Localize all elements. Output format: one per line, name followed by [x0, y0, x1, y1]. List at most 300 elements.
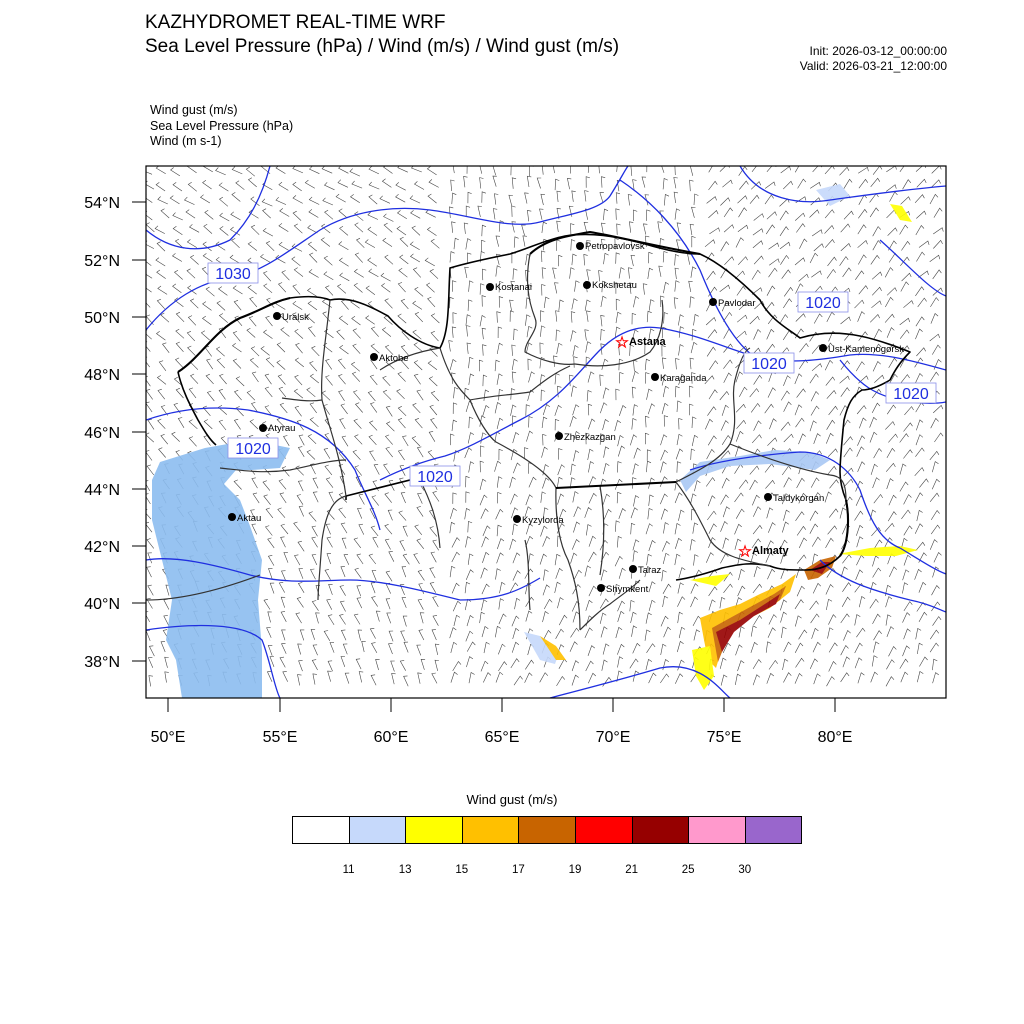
wind-barb [247, 328, 255, 337]
wind-barb [915, 374, 923, 384]
wind-barb [735, 493, 744, 502]
wind-barb [404, 676, 409, 686]
wind-barb [599, 162, 603, 173]
wind-barb [738, 586, 746, 596]
wind-barb [825, 240, 834, 248]
wind-barb [339, 391, 345, 401]
wind-barb [311, 569, 316, 579]
wind-barb [161, 642, 165, 652]
wind-barb [752, 163, 761, 172]
wind-barb [207, 359, 213, 369]
wind-barb [584, 254, 588, 265]
wind-barb [679, 627, 685, 638]
wind-barb [356, 403, 363, 413]
wind-barb [631, 523, 635, 534]
wind-barb [480, 316, 486, 327]
wind-barb [175, 270, 183, 279]
wind-barb [149, 646, 154, 656]
wind-barb [220, 197, 228, 206]
wind-barb [269, 569, 273, 579]
init-time: Init: 2026-03-12_00:00:00 [809, 44, 947, 58]
wind-barb [529, 417, 533, 428]
wind-barb [813, 642, 821, 652]
wind-barb [454, 615, 460, 626]
wind-barb [904, 602, 912, 611]
isobar-label: 1030 [215, 266, 251, 283]
wind-barb [326, 286, 334, 296]
wind-barb [855, 271, 864, 280]
wind-barb [339, 242, 349, 250]
wind-barb [873, 478, 880, 488]
wind-barb [690, 297, 695, 308]
wind-barb [694, 481, 700, 492]
wind-barb [384, 223, 392, 232]
wind-barb [690, 224, 694, 235]
wind-barb [870, 417, 877, 427]
wind-barb [555, 283, 559, 294]
wind-barb [495, 403, 501, 414]
wind-barb [901, 241, 910, 250]
wind-barb [754, 567, 760, 578]
wind-barb [480, 479, 486, 490]
wind-barb [739, 387, 747, 397]
wind-barb [428, 361, 437, 370]
wind-barb [632, 313, 636, 324]
wind-barb [414, 554, 420, 564]
wind-barb [161, 434, 168, 444]
wind-barb [812, 537, 820, 546]
wind-barb [540, 673, 548, 683]
wind-barb [900, 434, 909, 443]
wind-barb [403, 436, 409, 446]
wind-barb [844, 211, 853, 219]
wind-barb [385, 539, 390, 549]
wind-barb [450, 522, 455, 533]
wind-barb [484, 642, 490, 653]
wind-barb [588, 646, 595, 656]
wind-barb [219, 183, 228, 191]
wind-barb [780, 227, 789, 236]
wind-barb [513, 416, 517, 427]
wind-barb [601, 315, 605, 326]
wind-barb [691, 449, 695, 460]
wind-barb [294, 522, 301, 532]
city-marker [709, 298, 717, 306]
wind-barb [465, 599, 471, 610]
wind-barb [873, 642, 879, 653]
colorbar-label: 25 [681, 864, 695, 876]
wind-barb [934, 553, 942, 563]
wind-barb [722, 478, 729, 488]
wind-barb [781, 422, 790, 430]
wind-barb [464, 223, 468, 234]
wind-barb [540, 311, 544, 322]
wind-barb [295, 406, 302, 416]
wind-barb [616, 209, 620, 220]
wind-barb [453, 493, 457, 504]
wind-barb [513, 524, 518, 535]
wind-barb [149, 676, 153, 687]
wind-barb [541, 251, 545, 262]
wind-barb [810, 210, 820, 218]
wind-barb [633, 210, 637, 221]
wind-barb [556, 568, 563, 578]
wind-barb [430, 269, 438, 278]
wind-barb [499, 449, 503, 460]
wind-barb [603, 494, 610, 505]
wind-barb [344, 554, 349, 564]
lon-label: 65°E [484, 729, 520, 746]
wind-barb [573, 612, 580, 623]
wind-barb [203, 164, 213, 172]
wind-barb [528, 554, 533, 565]
wind-barb [826, 433, 833, 443]
wind-barb [557, 677, 565, 686]
wind-barb [311, 629, 315, 639]
wind-barb [219, 287, 228, 296]
wind-barb [724, 257, 734, 265]
wind-barb [841, 673, 850, 682]
wind-barb [308, 434, 316, 443]
wind-barb [691, 597, 698, 607]
wind-barb [781, 166, 791, 173]
wind-barb [858, 673, 865, 684]
wind-barb [707, 511, 716, 520]
city-label: Kokshetau [592, 280, 637, 291]
wind-barb [370, 451, 376, 461]
wind-barb [452, 281, 456, 292]
wind-barb [842, 583, 851, 592]
wind-barb [916, 403, 924, 412]
wind-barb [555, 374, 560, 385]
wind-barb [559, 615, 567, 625]
wind-barb [559, 659, 567, 669]
wind-barb [887, 328, 894, 338]
wind-barb [466, 492, 470, 503]
wind-barb [430, 568, 435, 578]
wind-barb [369, 182, 379, 189]
wind-barb [723, 538, 729, 549]
wind-barb [676, 449, 683, 459]
wind-barb [618, 446, 625, 457]
wind-barb [479, 163, 483, 174]
wind-barb [797, 389, 806, 398]
wind-barb [588, 673, 596, 683]
wind-barb [266, 508, 273, 518]
wind-barb [537, 178, 541, 189]
wind-barb [873, 166, 882, 175]
wind-barb [648, 404, 655, 414]
wind-barb [856, 525, 863, 535]
wind-barb [871, 255, 880, 264]
wind-barb [165, 657, 169, 668]
wind-barb [279, 479, 286, 489]
wind-barb [298, 481, 303, 491]
wind-barb [329, 584, 333, 595]
wind-barb [468, 554, 473, 565]
wind-barb [752, 270, 760, 279]
wind-barb [856, 362, 864, 371]
wind-barb [858, 312, 865, 322]
wind-barb [782, 466, 791, 475]
wind-barb [619, 268, 624, 279]
wind-barb [931, 525, 940, 534]
wind-barb [705, 419, 712, 429]
wind-barb [916, 211, 926, 218]
wind-barb [417, 390, 423, 400]
wind-barb [675, 386, 679, 397]
wind-barb [888, 228, 898, 236]
wind-barb [783, 510, 789, 521]
wind-barb [397, 389, 405, 399]
wind-barb [161, 209, 169, 218]
wind-barb [328, 661, 333, 671]
wind-barb [189, 437, 196, 447]
wind-barb [296, 613, 302, 623]
wind-barb [915, 468, 924, 476]
wind-barb [736, 404, 745, 412]
wind-barb [325, 569, 331, 579]
wind-barb [707, 449, 715, 459]
wind-barb [585, 628, 593, 638]
wind-barb [708, 211, 718, 218]
wind-barb [376, 611, 380, 622]
wind-barb [750, 466, 759, 474]
wind-barb [468, 300, 472, 311]
wind-barb [278, 375, 285, 385]
wind-barb [901, 510, 910, 519]
wind-barb [649, 300, 654, 311]
wind-barb [203, 316, 212, 325]
isobar-label: 1020 [751, 356, 787, 373]
wind-barb [724, 584, 733, 593]
wind-barb [231, 212, 241, 220]
wind-barb [412, 226, 420, 235]
wind-barb [900, 318, 910, 325]
lon-label: 80°E [817, 729, 853, 746]
wind-barb [889, 495, 897, 505]
wind-barb [602, 359, 608, 370]
wind-barb [633, 360, 637, 371]
wind-barb [664, 416, 668, 427]
wind-barb [679, 419, 683, 430]
wind-barb [739, 480, 748, 489]
wind-barb [723, 507, 730, 517]
wind-barb [663, 251, 667, 262]
wind-barb [432, 630, 436, 640]
wind-barb [431, 391, 439, 401]
wind-barb [512, 178, 516, 189]
wind-barb [312, 537, 318, 547]
wind-barb [736, 645, 743, 655]
wind-barb [433, 491, 439, 501]
wind-barb [783, 299, 792, 308]
wind-barb [874, 449, 882, 459]
wind-barb [601, 223, 605, 234]
wind-barb [496, 672, 503, 682]
wind-barb [261, 346, 270, 355]
wind-barb [571, 240, 575, 251]
wind-barb [660, 494, 667, 504]
wind-barb [541, 390, 545, 401]
wind-barb [280, 657, 285, 667]
wind-barb [143, 257, 152, 266]
wind-barb [266, 526, 273, 536]
wind-barb [930, 493, 939, 502]
wind-barb [904, 629, 911, 639]
wind-barb [418, 493, 423, 503]
wind-barb [382, 283, 391, 292]
wind-barb [322, 166, 332, 173]
wind-barb [916, 420, 923, 430]
wind-barb [886, 677, 894, 687]
wind-barb [482, 269, 486, 280]
wind-barb [339, 258, 348, 266]
wind-barb [932, 345, 940, 355]
wind-barb [584, 222, 588, 233]
wind-barb [932, 586, 940, 596]
wind-barb [355, 435, 363, 445]
wind-barb [870, 315, 880, 323]
colorbar-swatch [575, 816, 633, 844]
wind-barb [873, 614, 881, 624]
field-wind: Wind (m s-1) [150, 134, 222, 148]
wind-barb [466, 631, 473, 641]
wind-barb [514, 329, 518, 340]
wind-barb [382, 179, 391, 188]
wind-barb [674, 192, 678, 203]
city-label: Pavlodar [718, 298, 756, 309]
wind-barb [372, 596, 378, 606]
wind-barb [814, 244, 824, 251]
wind-barb [542, 447, 548, 458]
wind-barb [430, 582, 436, 592]
wind-barb [871, 301, 881, 308]
wind-barb [723, 360, 732, 369]
wind-barb [220, 213, 230, 221]
wind-barb [693, 523, 698, 534]
wind-barb [570, 416, 577, 426]
wind-barb [543, 537, 550, 547]
wind-barb [765, 480, 774, 488]
wind-barb [830, 480, 839, 489]
wind-barb [709, 181, 718, 190]
wind-barb [188, 182, 197, 191]
wind-barb [555, 554, 560, 565]
wind-barb [753, 584, 762, 593]
wind-barb [663, 523, 668, 534]
wind-barb [900, 330, 909, 339]
wind-barb [513, 553, 520, 563]
wind-barb [188, 316, 196, 326]
city-marker [513, 515, 521, 523]
wind-barb [372, 643, 377, 653]
wind-barb [373, 537, 378, 547]
wind-barb [232, 238, 240, 247]
wind-barb [500, 582, 506, 593]
wind-barb [797, 586, 805, 596]
wind-barb [873, 568, 881, 577]
wind-barb [267, 627, 272, 637]
wind-barb [720, 658, 726, 669]
wind-barb [628, 268, 632, 279]
wind-barb [542, 285, 546, 296]
wind-barb [415, 287, 423, 296]
wind-barb [810, 511, 818, 521]
wind-barb [453, 162, 457, 173]
wind-barb [572, 299, 578, 310]
wind-barb [203, 180, 212, 189]
wind-barb [722, 436, 730, 445]
wind-barb [353, 344, 360, 354]
wind-barb [293, 285, 300, 295]
colorbar-label: 15 [455, 864, 469, 876]
wind-barb [357, 586, 361, 597]
wind-barb [784, 402, 792, 412]
wind-barb [754, 375, 762, 384]
wind-barb [341, 523, 347, 533]
wind-barb [251, 225, 259, 235]
wind-barb [558, 255, 562, 266]
wind-barb [541, 194, 545, 205]
wind-barb [308, 225, 318, 233]
wind-barb [828, 257, 837, 266]
wind-barb [354, 283, 362, 292]
wind-barb [429, 179, 439, 187]
wind-barb [751, 404, 760, 413]
wind-barb [282, 643, 287, 653]
wind-barb [452, 193, 457, 204]
wind-barb [482, 627, 488, 638]
city-label: Kyzylorda [522, 515, 564, 526]
wind-barb [633, 643, 641, 653]
wind-barb [841, 646, 849, 656]
wind-barb [722, 180, 732, 187]
wind-barb [840, 257, 849, 266]
wind-barb [540, 326, 545, 337]
wind-barb [397, 226, 406, 235]
wind-barb [450, 360, 456, 371]
wind-barb [617, 644, 624, 654]
wind-barb [721, 242, 729, 252]
wind-barb [157, 331, 166, 340]
wind-barb [295, 329, 303, 338]
wind-barb [904, 407, 913, 415]
wind-barb [451, 672, 458, 683]
wind-barb [930, 643, 939, 652]
wind-barb [858, 241, 868, 248]
wind-barb [236, 406, 244, 416]
city-label: Astana [629, 336, 666, 348]
wind-barb [386, 435, 393, 445]
wind-barb [707, 347, 716, 356]
wind-barb [647, 644, 656, 653]
wind-barb [900, 163, 909, 172]
wind-barb [219, 314, 227, 323]
wind-barb [691, 584, 698, 594]
wind-barb [917, 510, 923, 521]
wind-barb [371, 526, 378, 536]
wind-barb [812, 628, 819, 638]
wind-barb [874, 375, 884, 382]
wind-barb [933, 240, 942, 248]
wind-barb [628, 195, 632, 206]
wind-barb [543, 465, 549, 476]
wind-barb [795, 163, 803, 173]
wind-barb [418, 570, 424, 580]
wind-barb [482, 584, 490, 594]
lat-label: 48°N [84, 367, 120, 384]
